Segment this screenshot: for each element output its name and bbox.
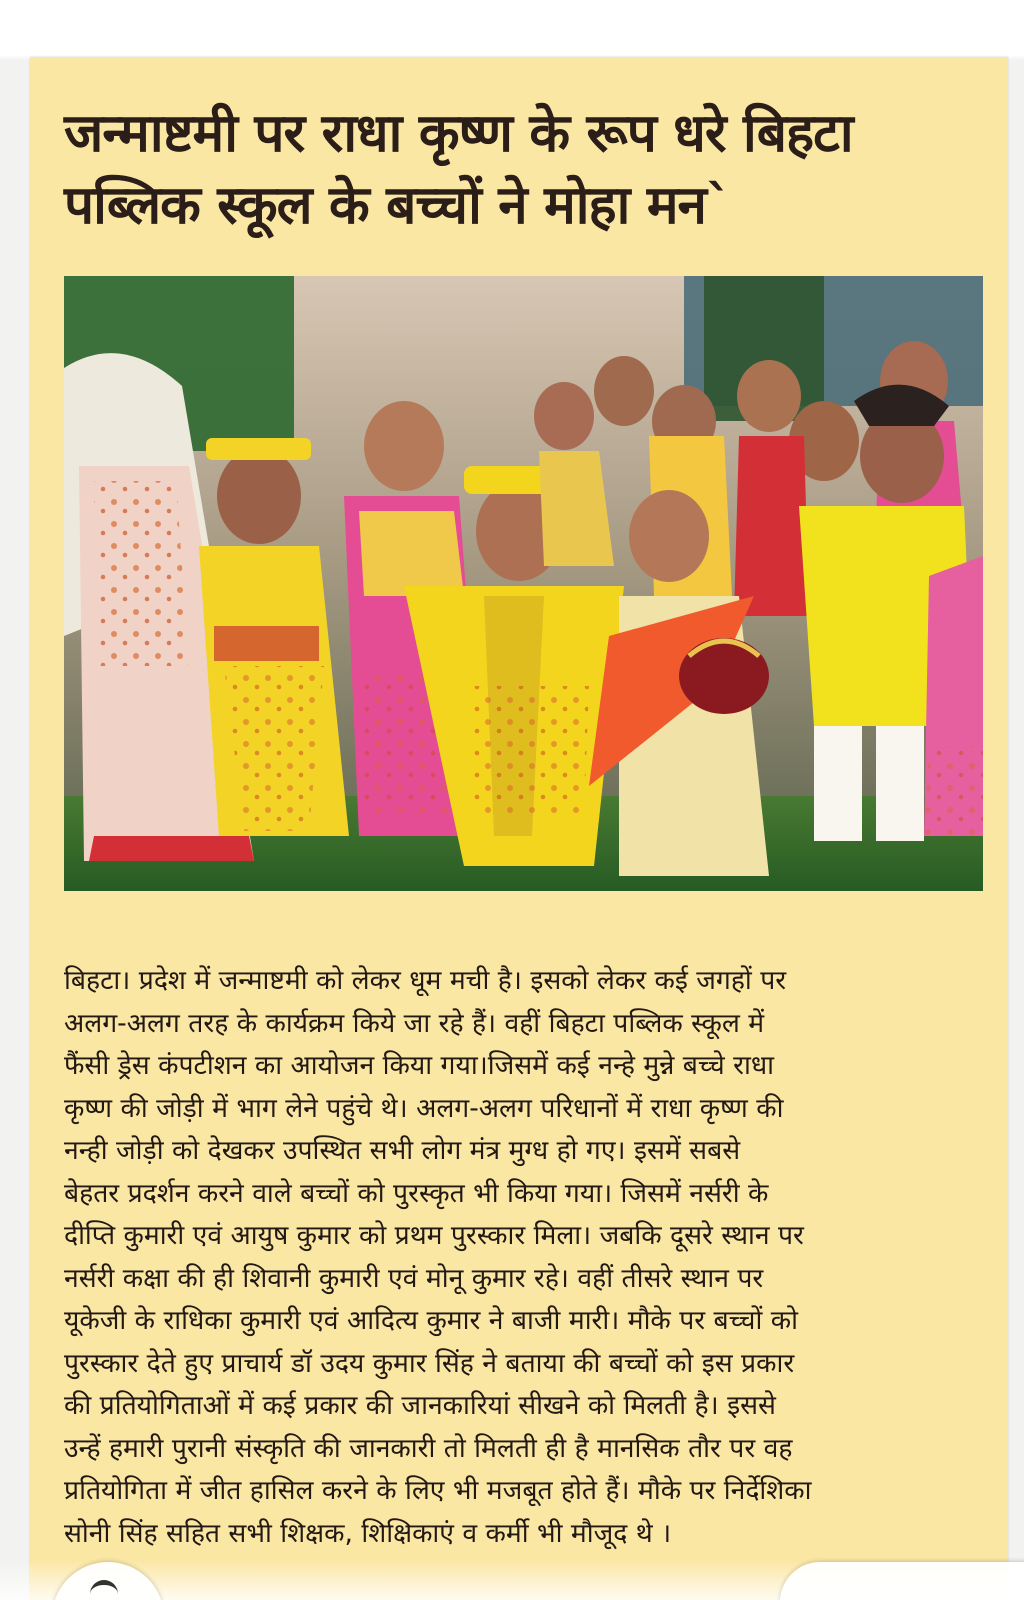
children-radha-krishna-photo [64,276,983,891]
article-body-line: कृष्ण की जोड़ी में भाग लेने पहुंचे थे। अलग-अलग परिधानों में राधा कृष्ण की [64,1092,784,1124]
article-body-line: पुरस्कार देते हुए प्राचार्य डॉ उदय कुमार सिंह ने बताया की बच्चों को इस प्रकार [64,1347,795,1379]
image-actions-panel[interactable] [780,1562,1024,1600]
article-body-line: यूकेजी के राधिका कुमारी एवं आदित्य कुमार ने बाजी मारी। मौके पर बच्चों को [64,1305,798,1336]
article-headline [64,98,964,242]
article-body-line: बेहतर प्रदर्शन करने वाले बच्चों को पुरस्कृत भी किया गया। जिसमें नर्सरी के [64,1177,769,1209]
article-body-line: फैंसी ड्रेस कंपटीशन का आयोजन किया गया।जिसमें कई नन्हे मुन्ने बच्चे राधा [64,1050,774,1081]
article-body [64,960,979,1555]
article-body-line: की प्रतियोगिताओं में कई प्रकार की जानकारियां सीखने को मिलती है। इससे [64,1390,776,1421]
article-body-line: अलग-अलग तरह के कार्यक्रम किये जा रहे हैं। वहीं बिहटा पब्लिक स्कूल में [64,1007,765,1039]
article-body-line: नर्सरी कक्षा की ही शिवानी कुमारी एवं मोनू कुमार रहे। वहीं तीसरे स्थान पर [64,1262,764,1294]
article-body-line: सोनी सिंह सहित सभी शिक्षक, शिक्षिकाएं व कर्मी भी मौजूद थे । [64,1517,672,1549]
article-body-line: बिहटा। प्रदेश में जन्माष्टमी को लेकर धूम मची है। इसको लेकर कई जगहों पर [64,965,787,996]
article-body-line: दीप्ति कुमारी एवं आयुष कुमार को प्रथम पुरस्कार मिला। जबकि दूसरे स्थान पर [64,1220,804,1251]
child-far-right-pink [924,556,983,836]
article-body-line: उन्हें हमारी पुरानी संस्कृति की जानकारी तो मिलती ही है मानसिक तौर पर वह [64,1432,793,1464]
photo-illustration [64,276,983,891]
headline-line: जन्माष्टमी पर राधा कृष्ण के रूप धरे बिहटा [64,103,853,164]
article-body-line: नन्ही जोड़ी को देखकर उपस्थित सभी लोग मंत्र मुग्ध हो गए। इसमें सबसे [64,1135,741,1166]
headline-line: पब्लिक स्कूल के बच्चों ने मोहा मन` [64,175,732,236]
article-body-line: प्रतियोगिता में जीत हासिल करने के लिए भी मजबूत होते हैं। मौके पर निर्देशिका [64,1475,812,1506]
